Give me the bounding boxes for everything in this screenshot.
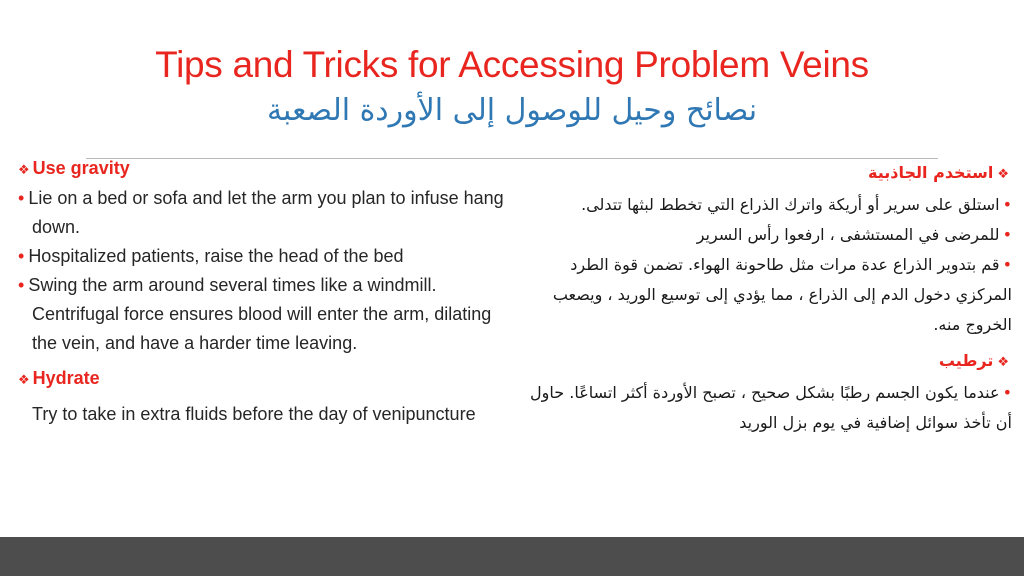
dot-bullet-icon: • [1002, 255, 1012, 274]
heading-use-gravity-arabic [524, 158, 1012, 190]
list-item [524, 190, 1012, 220]
dot-bullet-icon: • [1002, 225, 1012, 244]
english-column [14, 154, 520, 429]
list-item [524, 220, 1012, 250]
list-item [524, 250, 1012, 340]
diamond-bullet-icon: ❖ [997, 355, 1009, 370]
heading-hydrate [14, 364, 520, 394]
slide-title-arabic: نصائح وحيل للوصول إلى الأوردة الصعبة [266, 93, 758, 128]
heading-text: Hydrate [32, 368, 100, 388]
list-item [14, 271, 520, 358]
dot-bullet-icon: • [1002, 195, 1012, 214]
heading-hydrate-arabic [524, 346, 1012, 378]
dot-bullet-icon: • [1002, 383, 1012, 402]
list-item-text: عندما يكون الجسم رطبًا بشكل صحيح ، تصبح الأوردة أكثر اتساعًا. حاول أن تأخذ سوائل إضافية في يوم بزل الوريد [530, 383, 1012, 432]
hydrate-paragraph: Try to take in extra fluids before the day of venipuncture [32, 404, 476, 424]
list-item-text: قم بتدوير الذراع عدة مرات مثل طاحونة الهواء. تضمن قوة الطرد المركزي دخول الدم إلى الذراع ، مما يؤدي إلى توسيع الوريد ، ويصعب الخروج منه. [552, 255, 1012, 334]
dot-bullet-icon: • [18, 275, 25, 295]
dot-bullet-icon: • [18, 246, 25, 266]
heading-use-gravity [14, 154, 520, 184]
heading-text: استخدم الجاذبية [868, 163, 994, 182]
diamond-bullet-icon: ❖ [997, 167, 1009, 182]
arabic-column [524, 158, 1012, 438]
list-item-text: للمرضى في المستشفى ، ارفعوا رأس السرير [696, 225, 1000, 244]
footer-bar [0, 537, 1024, 576]
list-item [524, 378, 1012, 438]
dot-bullet-icon: • [18, 188, 25, 208]
list-item [14, 242, 520, 271]
list-item-text: Lie on a bed or sofa and let the arm you plan to infuse hang down. [28, 188, 504, 237]
diamond-bullet-icon: ❖ [18, 162, 30, 177]
list-item-text: Swing the arm around several times like a windmill. Centrifugal force ensures blood will enter the arm, dilating the vein, and have a harder time leaving. [28, 275, 492, 353]
heading-text: ترطيب [938, 351, 994, 370]
list-item [14, 184, 520, 242]
heading-text: Use gravity [32, 158, 130, 178]
list-item-text: استلق على سرير أو أريكة واترك الذراع التي تخطط لبثها تتدلى. [581, 195, 1000, 214]
slide-title-english: Tips and Tricks for Accessing Problem Veins [155, 44, 869, 85]
list-item-text: Hospitalized patients, raise the head of the bed [28, 246, 404, 266]
diamond-bullet-icon: ❖ [18, 372, 30, 387]
